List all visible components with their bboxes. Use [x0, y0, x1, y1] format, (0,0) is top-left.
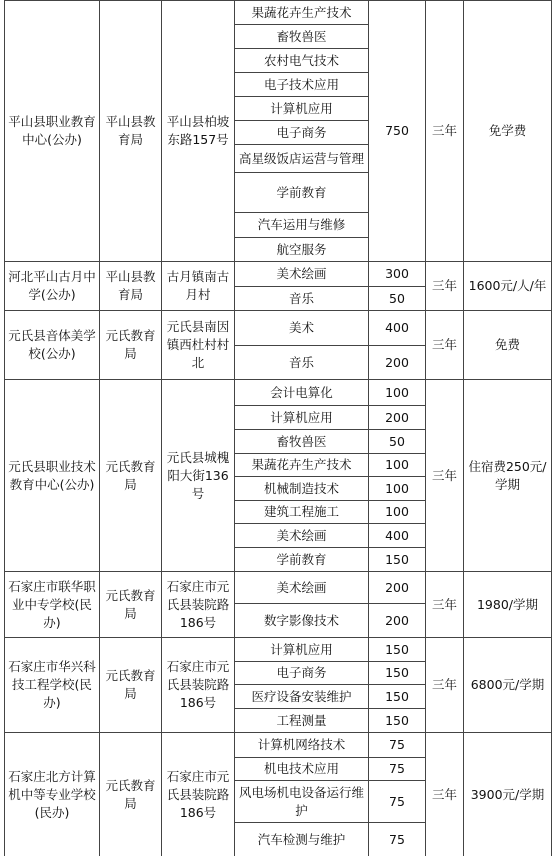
- address-cell-text: 平山县柏坡东路157号: [166, 114, 230, 147]
- enrollment-count-cell: [368, 708, 426, 733]
- enrollment-count-cell-text: 400: [385, 527, 409, 543]
- major-cell: [234, 405, 369, 430]
- address-cell-text: 石家庄市元氏县装院路186号: [166, 768, 230, 820]
- major-cell-text: 音乐: [288, 354, 314, 370]
- enrollment-count-cell-text: 100: [385, 480, 409, 496]
- fee-cell: [463, 732, 552, 856]
- duration-cell: [425, 637, 464, 733]
- duration-cell-text: 三年: [431, 123, 457, 138]
- enrollment-count-cell: [368, 379, 426, 406]
- enrollment-count-cell-text: 300: [385, 266, 409, 281]
- major-cell: [234, 144, 369, 173]
- address-cell-text: 石家庄市元氏县装院路186号: [166, 578, 230, 630]
- enrollment-count-cell: [368, 571, 426, 604]
- authority-cell: [99, 0, 162, 262]
- address-cell: [161, 571, 235, 638]
- major-cell: [234, 571, 369, 604]
- enrollment-count-cell: [368, 757, 426, 781]
- enrollment-count-cell-text: 150: [385, 688, 409, 704]
- authority-cell-text: 元氏教育局: [105, 328, 156, 361]
- major-cell-text: 学前教育: [276, 184, 327, 200]
- address-cell-text: 元氏县城槐阳大街136号: [166, 449, 230, 501]
- enrollment-count-cell: [368, 0, 426, 262]
- fee-cell: [463, 571, 552, 638]
- fee-cell-text: 3900元/学期: [470, 786, 545, 802]
- major-cell: [234, 286, 369, 311]
- enrollment-count-cell: [368, 286, 426, 311]
- enrollment-count-cell: [368, 453, 426, 477]
- fee-cell-text: 免费: [494, 337, 520, 352]
- authority-cell-text: 平山县教育局: [105, 114, 156, 147]
- enrollment-count-cell: [368, 780, 426, 823]
- enrollment-count-cell-text: 100: [385, 384, 409, 400]
- school-name-cell-text: 元氏县音体美学校(公办): [8, 328, 96, 361]
- authority-cell-text: 平山县教育局: [105, 269, 156, 302]
- enrollment-count-cell: [368, 732, 426, 758]
- authority-cell: [99, 637, 162, 733]
- authority-cell: [99, 261, 162, 311]
- school-name-cell-text: 石家庄北方计算机中等专业学校(民办): [8, 768, 96, 820]
- address-cell: [161, 310, 235, 380]
- enrollment-count-cell-text: 200: [385, 354, 409, 370]
- school-name-cell: [4, 0, 100, 262]
- fee-cell-text: 1980/学期: [476, 596, 539, 612]
- duration-cell: [425, 571, 464, 638]
- major-cell-text: 美术绘画: [276, 527, 327, 543]
- major-cell: [234, 379, 369, 406]
- authority-cell-text: 元氏教育局: [105, 668, 156, 701]
- school-name-cell-text: 元氏县职业技术教育中心(公办): [8, 458, 96, 492]
- major-cell-text: 数字影像技术: [263, 612, 339, 628]
- major-cell-text: 计算机网络技术: [257, 737, 346, 752]
- address-cell: [161, 732, 235, 856]
- duration-cell-text: 三年: [431, 467, 457, 483]
- enrollment-count-cell-text: 200: [385, 409, 409, 425]
- major-cell: [234, 732, 369, 758]
- duration-cell: [425, 261, 464, 311]
- major-cell: [234, 453, 369, 477]
- school-name-cell-text: 石家庄市联华职业中专学校(民办): [8, 578, 96, 630]
- major-cell: [234, 661, 369, 685]
- major-cell: [234, 684, 369, 709]
- major-cell-text: 电子技术应用: [263, 76, 339, 92]
- enrollment-count-cell: [368, 547, 426, 572]
- fee-cell-text: 免学费: [488, 123, 527, 138]
- address-cell: [161, 261, 235, 311]
- major-cell-text: 音乐: [288, 290, 314, 306]
- major-cell-text: 医疗设备安装维护: [251, 688, 352, 704]
- enrollment-count-cell: [368, 405, 426, 430]
- major-cell: [234, 603, 369, 638]
- authority-cell-text: 元氏教育局: [105, 587, 156, 621]
- duration-cell-text: 三年: [431, 677, 457, 692]
- major-cell: [234, 500, 369, 524]
- enrollment-table: [4, 0, 551, 855]
- major-cell-text: 美术绘画: [276, 266, 327, 281]
- enrollment-count-cell: [368, 261, 426, 287]
- address-cell-text: 元氏县南因镇西杜村村北: [166, 319, 230, 370]
- major-cell: [234, 261, 369, 287]
- major-cell-text: 电子商务: [276, 665, 327, 680]
- enrollment-count-cell: [368, 684, 426, 709]
- authority-cell: [99, 310, 162, 380]
- major-cell: [234, 547, 369, 572]
- major-cell-text: 美术绘画: [276, 579, 327, 595]
- enrollment-count-cell: [368, 822, 426, 856]
- address-cell-text: 古月镇南古月村: [166, 269, 230, 302]
- enrollment-count-cell-text: 150: [385, 641, 409, 657]
- enrollment-count-cell: [368, 500, 426, 524]
- major-cell-text: 电子商务: [276, 124, 327, 140]
- major-cell-text: 建筑工程施工: [263, 504, 339, 519]
- major-cell-text: 汽车运用与维修: [257, 217, 346, 232]
- major-cell-text: 汽车检测与维护: [257, 831, 346, 847]
- enrollment-count-cell-text: 75: [389, 737, 405, 752]
- major-cell-text: 高星级饭店运营与管理: [238, 150, 364, 166]
- authority-cell-text: 元氏教育局: [105, 458, 156, 492]
- enrollment-count-cell-text: 100: [385, 504, 409, 519]
- address-cell: [161, 0, 235, 262]
- major-cell-text: 计算机应用: [270, 641, 333, 657]
- major-cell: [234, 212, 369, 238]
- major-cell: [234, 310, 369, 346]
- enrollment-count-cell-text: 750: [385, 123, 409, 138]
- major-cell: [234, 24, 369, 49]
- major-cell: [234, 0, 369, 25]
- enrollment-count-cell: [368, 603, 426, 638]
- major-cell-text: 工程测量: [276, 712, 327, 728]
- fee-cell: [463, 637, 552, 733]
- enrollment-count-cell: [368, 476, 426, 501]
- school-name-cell: [4, 637, 100, 733]
- major-cell: [234, 476, 369, 501]
- school-name-cell: [4, 310, 100, 380]
- duration-cell-text: 三年: [431, 337, 457, 352]
- enrollment-count-cell-text: 75: [389, 761, 405, 776]
- major-cell: [234, 429, 369, 454]
- authority-cell: [99, 379, 162, 572]
- major-cell: [234, 237, 369, 262]
- major-cell: [234, 345, 369, 380]
- major-cell: [234, 757, 369, 781]
- major-cell: [234, 822, 369, 856]
- enrollment-count-cell: [368, 429, 426, 454]
- enrollment-count-cell: [368, 345, 426, 380]
- enrollment-count-cell-text: 150: [385, 712, 409, 728]
- major-cell-text: 会计电算化: [270, 384, 333, 400]
- authority-cell: [99, 732, 162, 856]
- school-name-cell-text: 平山县职业教育中心(公办): [8, 114, 96, 147]
- duration-cell-text: 三年: [431, 278, 457, 293]
- address-cell: [161, 379, 235, 572]
- school-name-cell: [4, 732, 100, 856]
- major-cell-text: 学前教育: [276, 551, 327, 567]
- enrollment-count-cell-text: 200: [385, 579, 409, 595]
- major-cell-text: 美术: [288, 320, 314, 335]
- fee-cell: [463, 310, 552, 380]
- major-cell: [234, 96, 369, 121]
- enrollment-count-cell: [368, 637, 426, 662]
- enrollment-count-cell-text: 150: [385, 665, 409, 680]
- major-cell: [234, 637, 369, 662]
- fee-cell-text: 住宿费250元/学期: [468, 458, 547, 492]
- enrollment-count-cell-text: 150: [385, 551, 409, 567]
- fee-cell: [463, 261, 552, 311]
- major-cell-text: 计算机应用: [270, 409, 333, 425]
- major-cell: [234, 120, 369, 145]
- major-cell: [234, 48, 369, 73]
- fee-cell-text: 6800元/学期: [470, 677, 545, 692]
- fee-cell-text: 1600元/人/年: [468, 278, 547, 293]
- major-cell: [234, 72, 369, 97]
- major-cell: [234, 708, 369, 733]
- enrollment-count-cell-text: 75: [389, 831, 405, 847]
- enrollment-count-cell: [368, 310, 426, 346]
- address-cell-text: 石家庄市元氏县装院路186号: [166, 659, 230, 710]
- authority-cell: [99, 571, 162, 638]
- major-cell-text: 果蔬花卉生产技术: [251, 4, 352, 20]
- enrollment-count-cell-text: 400: [385, 320, 409, 335]
- enrollment-count-cell-text: 100: [385, 457, 409, 472]
- duration-cell-text: 三年: [431, 596, 457, 612]
- address-cell: [161, 637, 235, 733]
- school-name-cell-text: 石家庄市华兴科技工程学校(民办): [8, 659, 96, 710]
- enrollment-count-cell-text: 50: [389, 290, 405, 306]
- school-name-cell: [4, 571, 100, 638]
- enrollment-count-cell: [368, 523, 426, 548]
- major-cell-text: 风电场机电设备运行维护: [238, 784, 364, 818]
- duration-cell-text: 三年: [431, 786, 457, 802]
- major-cell-text: 航空服务: [276, 241, 327, 257]
- major-cell-text: 果蔬花卉生产技术: [251, 457, 352, 472]
- major-cell-text: 机械制造技术: [263, 480, 339, 496]
- enrollment-count-cell-text: 75: [389, 793, 405, 809]
- duration-cell: [425, 379, 464, 572]
- major-cell-text: 机电技术应用: [263, 761, 339, 776]
- major-cell-text: 农村电气技术: [263, 52, 339, 68]
- fee-cell: [463, 379, 552, 572]
- school-name-cell: [4, 261, 100, 311]
- major-cell-text: 计算机应用: [270, 100, 333, 116]
- school-name-cell: [4, 379, 100, 572]
- major-cell-text: 畜牧兽医: [276, 433, 327, 449]
- authority-cell-text: 元氏教育局: [105, 777, 156, 811]
- enrollment-count-cell-text: 50: [389, 433, 405, 449]
- major-cell: [234, 523, 369, 548]
- major-cell-text: 畜牧兽医: [276, 28, 327, 44]
- enrollment-count-cell-text: 200: [385, 612, 409, 628]
- duration-cell: [425, 310, 464, 380]
- major-cell: [234, 780, 369, 823]
- fee-cell: [463, 0, 552, 262]
- duration-cell: [425, 0, 464, 262]
- enrollment-count-cell: [368, 661, 426, 685]
- duration-cell: [425, 732, 464, 856]
- school-name-cell-text: 河北平山古月中学(公办): [8, 269, 96, 302]
- major-cell: [234, 172, 369, 213]
